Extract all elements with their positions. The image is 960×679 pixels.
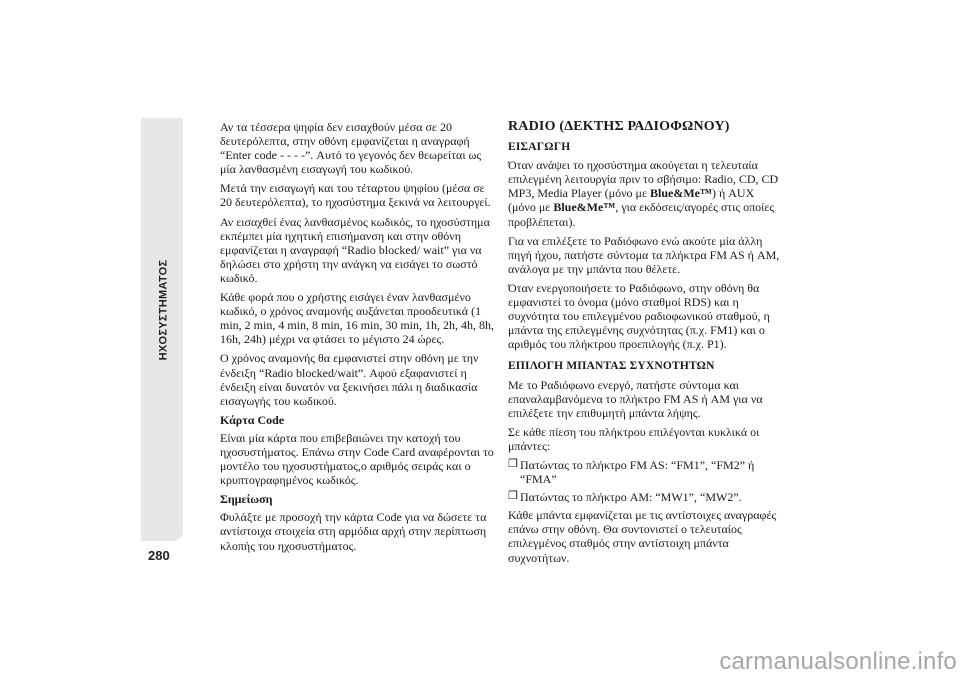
brand-name: Blue&Me™: [649, 186, 712, 201]
brand-name: Blue&Me™: [553, 200, 616, 215]
paragraph-timeout: Αν τα τέσσερα ψηφία δεν εισαχθούν μέσα σε 20 δευτερόλεπτα, στην οθόνη εμφανίζεται η αναγραφή “Enter code - - - -”. Αυτό το γεγονός δεν θεωρείται ως μία λανθασμένη εισαγωγή του κωδικού.: [220, 120, 482, 177]
right-column: [508, 120, 784, 570]
checkbox-bullet-icon: ❒: [508, 457, 518, 470]
paragraph-radio-display: Όταν ενεργοποιήσετε το Ραδιόφωνο, στην οθόνη θα εμφανιστεί το όνομα (μόνο σταθμοί RDS) και η συχνότητα του επιλεγμένου ραδιοφωνικού σταθμού, η μπάντα της επιλεγμένης συχνότητας (π.χ. FM1) και ο αριθμός του πλήκτρου προεπιλογής (π.χ. P1).: [508, 280, 770, 352]
paragraph-note: Φυλάξτε με προσοχή την κάρτα Code για να δώσετε τα αντίστοιχα στοιχεία στη αρμόδια αρχή στην περίπτωση κλοπής του ηχοσυστήματος.: [220, 510, 487, 553]
paragraph-wrong-code: Αν εισαχθεί ένας λανθασμένος κωδικός, το ηχοσύστημα εκπέμπει μία ηχητική επισήμανση και στην οθόνη εμφανίζεται η αναγραφή “Radio blocked/ wait” για να δηλώσει στο χρήστη την ανάγκη να εισάγει το σωστό κωδικό.: [220, 214, 490, 285]
paragraph-band-cycle: Σε κάθε πίεση του πλήκτρου επιλέγονται κυκλικά οι μπάντες:: [508, 424, 760, 453]
intro-text-a: Όταν ανάψει το ηχοσύστημα ακούγεται η τελευταία επιλεγμένη λειτουργία πριν το σβήσιμο: Radio, CD, CD MP3, Media Player (μόνο με: [508, 158, 779, 201]
intro-text-b: ) ή AUX (μόνο με: [508, 186, 755, 215]
watermark: carmanualsonline.info: [719, 648, 957, 675]
intro-heading: ΕΙΣΑΓΩΓΗ: [508, 141, 571, 154]
note-heading: Σημείωση: [220, 492, 273, 507]
paragraph-band-display: Κάθε μπάντα εμφανίζεται με τις αντίστοιχες αναγραφές επάνω στην οθόνη. Θα συντονιστεί ο τελευταίος επιλεγμένος σταθμός στην αντίστοιχη μπάντα συχνοτήτων.: [508, 508, 777, 565]
list-item-text: Πατώντας το πλήκτρο FM AS: “FM1”, “FM2” ή “FMA”: [520, 457, 755, 487]
page-number: 280: [148, 548, 170, 563]
radio-title: RADIO (ΔΕΚΤΗΣ ΡΑΔΙΟΦΩΝΟΥ): [508, 119, 730, 134]
intro-text-c: , για εκδόσεις/αγορές στις οποίες προβλέπεται).: [508, 200, 775, 229]
section-label-text: ΗΧΟΣΥΣΤΗΜΑΤΟΣ: [157, 259, 169, 361]
left-column: [220, 120, 494, 558]
section-label: [153, 250, 173, 370]
list-item-text: Πατώντας το πλήκτρο AM: “MW1”, “MW2”.: [520, 490, 742, 505]
paragraph-wait-display: Ο χρόνος αναμονής θα εμφανιστεί στην οθόνη με την ένδειξη “Radio blocked/wait”. Αφού εξαφανιστεί η ένδειξη είναι δυνατόν να ξεκινήσει πάλι η διαδικασία εισαγωγής του κωδικού.: [220, 351, 479, 408]
paragraph-intro-sources: [508, 158, 784, 228]
paragraph-fourth-digit: Μετά την εισαγωγή και του τέταρτου ψηφίου (μέσα σε 20 δευτερόλεπτα), το ηχοσύστημα ξεκινά να λειτουργεί.: [220, 181, 491, 210]
paragraph-select-radio: Για να επιλέξετε το Ραδιόφωνο ενώ ακούτε μία άλλη πηγή ήχου, πατήστε σύντομα τα πλήκτρα FM AS ή AM, ανάλογα με την μπάντα που θέλετε.: [508, 233, 780, 276]
list-item: [508, 458, 784, 486]
checkbox-bullet-icon: ❒: [508, 490, 518, 503]
list-item: [508, 490, 784, 504]
paragraph-wait-time: Κάθε φορά που ο χρήστης εισάγει έναν λανθασμένο κωδικό, ο χρόνος αναμονής αυξάνεται προοδευτικά (1 min, 2 min, 4 min, 8 min, 16 min, 30 min, 1h, 2h, 4h, 8h, 16h, 24h) μέχρι να φτάσει το μέγιστο 24 ώρες.: [220, 290, 495, 347]
code-card-heading: Κάρτα Code: [220, 412, 285, 427]
paragraph-code-card: Είναι μία κάρτα που επιβεβαιώνει την κατοχή του ηχοσυστήματος. Επάνω στην Code Card αναφέρονται το μοντέλο του ηχοσυστήματος,ο αριθμός σειράς και ο κρυπτογραφημένος κωδικός.: [220, 430, 494, 488]
band-heading: ΕΠΙΛΟΓΗ ΜΠΑΝΤΑΣ ΣΥΧΝΟΤΗΤΩΝ: [508, 360, 715, 373]
paragraph-band-select: Με το Ραδιόφωνο ενεργό, πατήστε σύντομα και επαναλαμβανόμενα το πλήκτρο FM AS ή AM για να επιλέξετε την επιθυμητή μπάντα λήψης.: [508, 377, 763, 420]
